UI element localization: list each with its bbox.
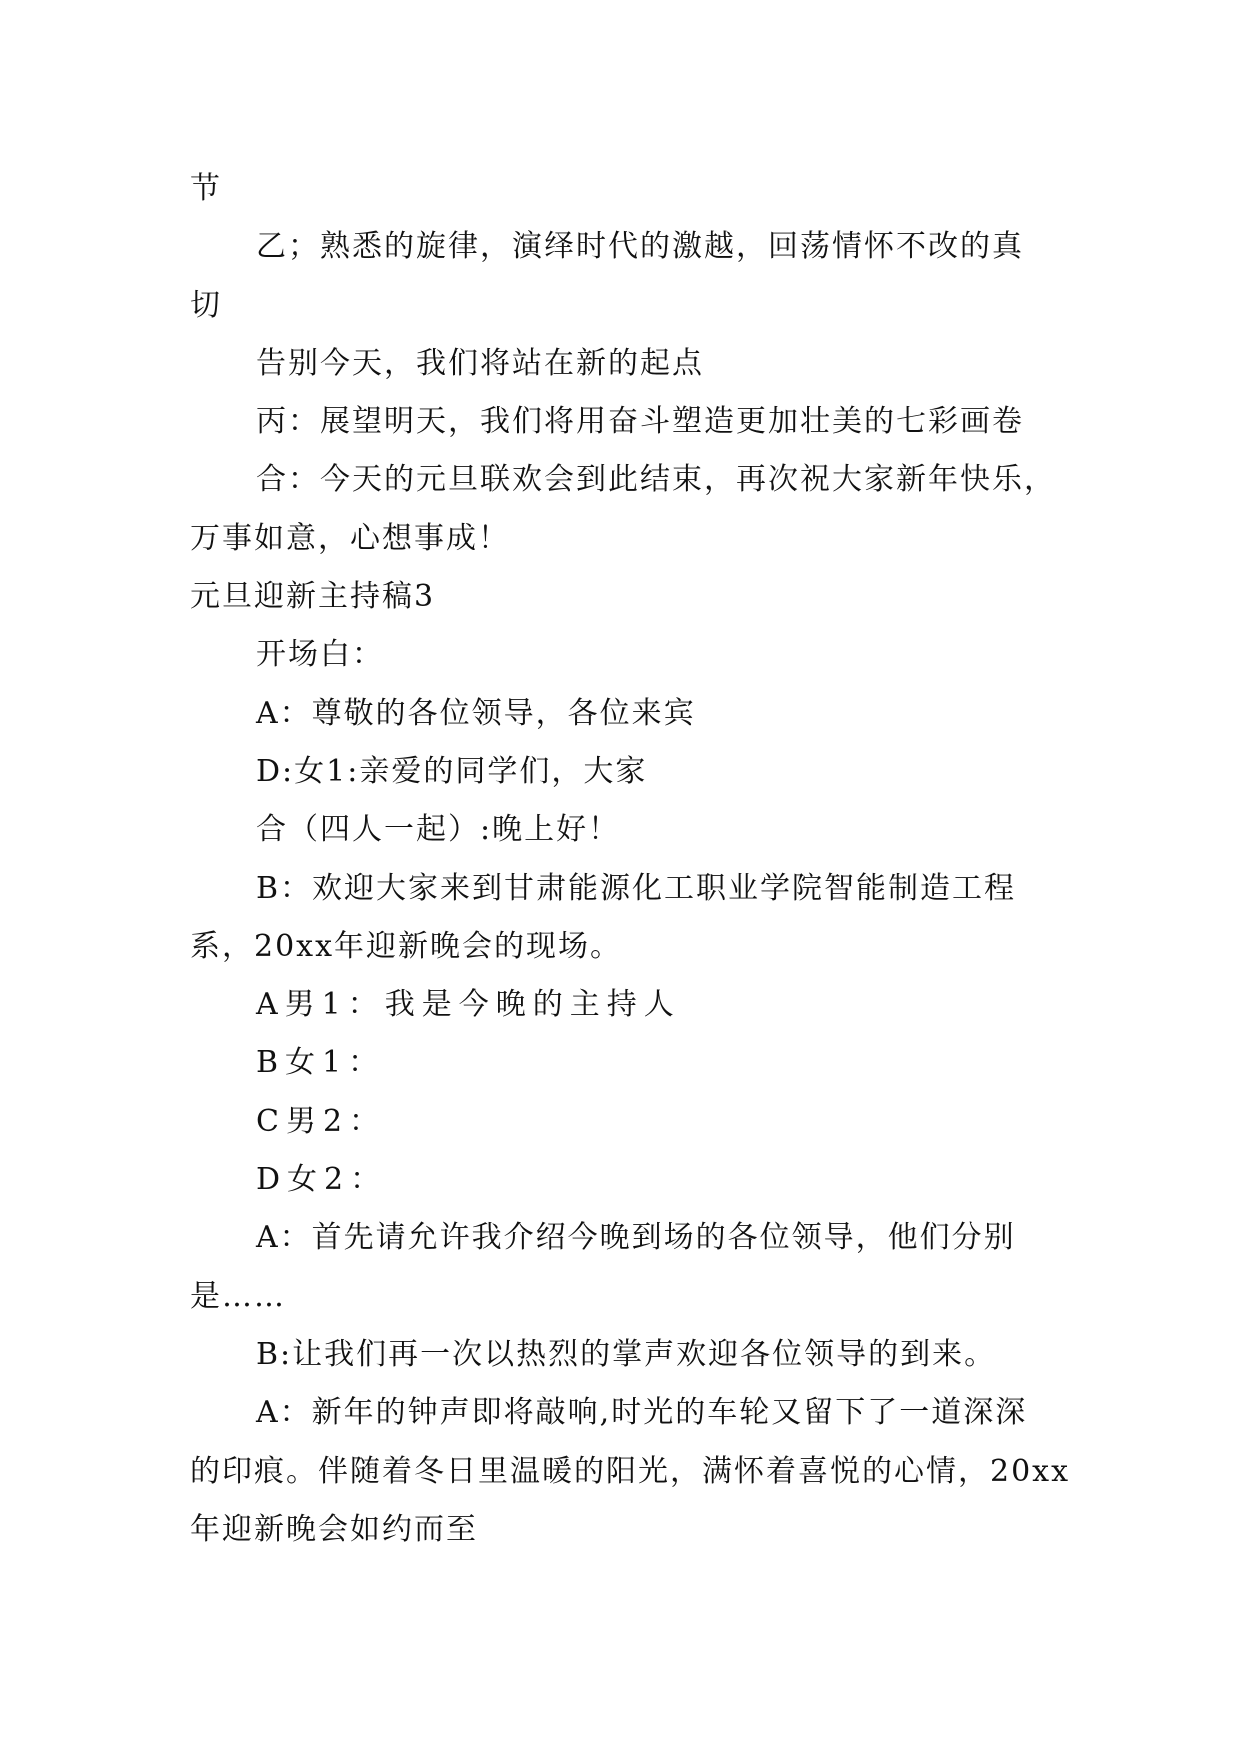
text-line: 的印痕。伴随着冬日里温暖的阳光，满怀着喜悦的心情，20xx: [190, 1453, 1071, 1489]
text-line: 系，20xx年迎新晚会的现场。: [190, 928, 623, 964]
text-line: 乙；熟悉的旋律，演绎时代的激越，回荡情怀不改的真: [256, 229, 1024, 265]
text-line: 切: [190, 287, 222, 323]
text-line: B：欢迎大家来到甘肃能源化工职业学院智能制造工程: [256, 870, 1017, 906]
text-line: A男1：我是今晚的主持人: [256, 987, 681, 1023]
text-line: 开场白：: [256, 637, 384, 673]
text-line: 是……: [190, 1278, 286, 1314]
text-line: D:女1:亲爱的同学们，大家: [256, 753, 648, 789]
text-line: 告别今天，我们将站在新的起点: [256, 345, 704, 381]
text-line: C男2：: [256, 1103, 387, 1139]
text-line: 丙：展望明天，我们将用奋斗塑造更加壮美的七彩画卷: [256, 404, 1024, 440]
text-line: 节: [190, 171, 222, 206]
text-line: A：首先请允许我介绍今晚到场的各位领导，他们分别: [256, 1220, 1016, 1256]
text-line: A：尊敬的各位领导，各位来宾: [256, 695, 696, 731]
text-line: 合（四人一起）:晚上好！: [256, 812, 621, 848]
text-line: D女2：: [256, 1162, 388, 1198]
document-body: [190, 160, 1071, 1559]
text-line: B女1：: [256, 1045, 386, 1081]
section-heading: 元旦迎新主持稿3: [190, 579, 436, 615]
text-line: B:让我们再一次以热烈的掌声欢迎各位领导的到来。: [256, 1336, 997, 1372]
text-line: A：新年的钟声即将敲响,时光的车轮又留下了一道深深: [256, 1395, 1028, 1431]
text-line: 万事如意，心想事成！: [190, 520, 510, 556]
text-line: 年迎新晚会如约而至: [190, 1511, 478, 1547]
text-line: 合：今天的元旦联欢会到此结束，再次祝大家新年快乐，: [256, 462, 1056, 498]
